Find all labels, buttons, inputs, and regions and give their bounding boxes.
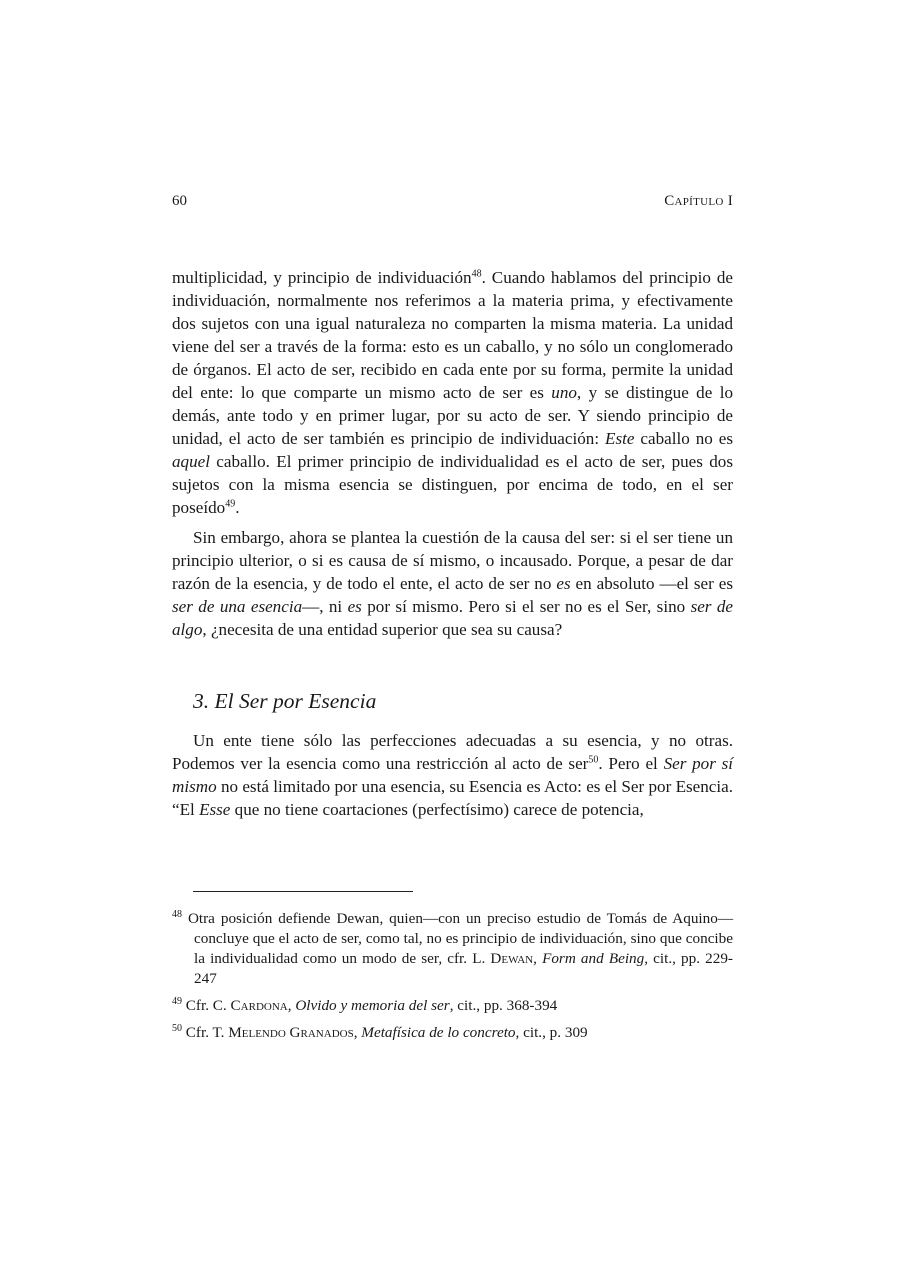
chapter-title: Capítulo I [664, 193, 733, 209]
footnotes [172, 909, 733, 1050]
paragraph-1: multiplicidad, y principio de individuación$^{48}$. Cuando hablamos del principio de individuación, normalmente nos referimos a la materia prima, y efectivamente dos sujetos con una igual naturaleza no comparten la misma materia. La unidad viene del ser a través de la forma: esto es un caballo, y no sólo un conglomerado de órganos. El acto de ser, recibido en cada ente por su forma, permite la unidad del ente: lo que comparte un mismo acto de ser es uno, y se distingue de lo demás, ante todo y en primer lugar, por su acto de ser. Y siendo principio de unidad, el acto de ser también es principio de individuación: Este caballo no es aquel caballo. El primer principio de individualidad es el acto de ser, pues dos sujetos con la misma esencia se distinguen, por encima de todo, en el ser poseído$^{49}$. [172, 268, 733, 517]
running-header [172, 193, 733, 210]
footnote-48: $^{48}$ Otra posición defiende Dewan, quien—con un preciso estudio de Tomás de Aquino— concluye que el acto de ser, como tal, no es principio de individuación, sino que concibe la individualidad como un modo de ser, cfr. L. Dewan, Form and Being, cit., pp. 229-247 [172, 908, 734, 987]
footnote-separator [193, 891, 413, 892]
footnote-50: $^{50}$ Cfr. T. Melendo Granados, Metafísica de lo concreto, cit., p. 309 [172, 1022, 588, 1041]
footnote-ref-49[interactable]: 49 [225, 498, 236, 510]
paragraph-2: Sin embargo, ahora se plantea la cuestión de la causa del ser: si el ser tiene un principio ulterior, o si es causa de sí mismo, o incausado. Porque, a pesar de dar razón de la esencia, y de todo el ente, el acto de ser no es en absoluto —el ser es ser de una esencia—, ni es por sí mismo. Pero si el ser no es el Ser, sino ser de algo, ¿necesita de una entidad superior que sea su causa? [172, 528, 733, 639]
footnote-49: $^{49}$ Cfr. C. Cardona, Olvido y memoria del ser, cit., pp. 368-394 [172, 995, 558, 1014]
section-heading: 3. El Ser por Esencia [193, 689, 377, 713]
main-text [172, 266, 733, 828]
page-number: 60 [172, 193, 187, 209]
footnote-ref-50[interactable]: 50 [588, 754, 599, 766]
paragraph-3: Un ente tiene sólo las perfecciones adecuadas a su esencia, y no otras. Podemos ver la esencia como una restricción al acto de ser$^{50}$. Pero el Ser por sí mismo no está limitado por una esencia, su Esencia es Acto: es el Ser por Esencia. “El Esse que no tiene coartaciones (perfectísimo) carece de potencia, [172, 731, 734, 819]
footnote-ref-48[interactable]: 48 [471, 268, 482, 280]
